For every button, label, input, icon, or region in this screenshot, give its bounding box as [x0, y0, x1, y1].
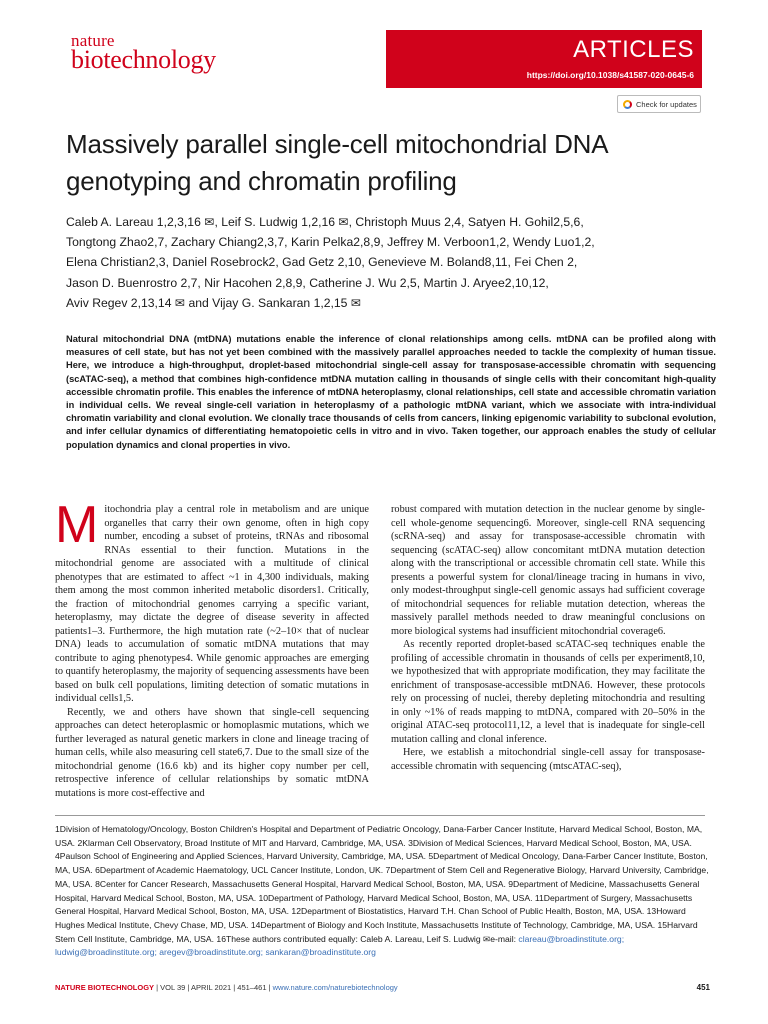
footer-url-link[interactable]: www.nature.com/naturebiotechnology	[272, 983, 398, 992]
journal-logo-line1: nature	[71, 31, 115, 50]
journal-logo[interactable]	[71, 32, 216, 73]
email-links[interactable]: clareau@broadinstitute.org; ludwig@broadinstitute.org; aregev@broadinstitute.org; sankaran@broadinstitute.org	[55, 933, 625, 958]
paragraph: As recently reported droplet-based scATAC-seq techniques enable the profiling of accessible chromatin in thousands of cells per experiment8,10, we hypothesized that with appropriate modification, they may facilitate the enrichment of transposase-accessible mtDNA6. However, these protocols rely on processing of nuclei, thereby depleting mitochondria and resulting in only ~1% of reads mapping to mtDNA, compared with 20–50% in the original ATAC-seq protocol11,12, a level that is inadequate for single-cell mutation calling and clonal inference.	[391, 639, 705, 745]
journal-logo-line2: biotechnology	[71, 45, 216, 74]
page-number: 451	[696, 983, 710, 992]
body-column-left	[55, 496, 369, 800]
doi-link[interactable]: https://doi.org/10.1038/s41587-020-0645-6	[526, 70, 694, 80]
author-line: Aviv Regev 2,13,14 ✉ and Vijay G. Sankaran 1,2,15 ✉	[66, 295, 362, 310]
paragraph: robust compared with mutation detection in the nuclear genome by single-cell whole-genome sequencing6. Moreover, single-cell RNA sequencing (scRNA-seq) and assay for transposase-accessible chromatin with sequencing (scATAC-seq) allow concomitant mtDNA mutation detection along with the transcriptional or accessible chromatin cell state. While this presents a powerful system for clonal/lineage tracing in humans in vivo, only modest-throughput single-cell genomic assays had sufficient coverage of mitochondrial sequences for reliable mutation detection, whereas the massively parallel methods needed to draw meaningful conclusions on more biological systems had insufficient mitochondrial coverage6.	[391, 504, 705, 637]
article-type-banner	[386, 30, 702, 88]
article-type-label: ARTICLES	[573, 36, 694, 63]
footnote-divider	[55, 815, 705, 816]
crossmark-icon	[623, 100, 632, 109]
abstract: Natural mitochondrial DNA (mtDNA) mutations enable the inference of clonal relationships among cells. mtDNA can be profiled along with measures of cell state, but has not yet been combined with the massively parallel approaches needed to tackle the complexity of human tissue. Here, we introduce a high-throughput, droplet-based mitochondrial single-cell assay for transposase-accessible chromatin with sequencing (scATAC-seq), a method that combines high-confidence mtDNA mutation calling in thousands of single cells with their concomitant high-quality accessible chromatin profile. This enables the inference of mtDNA heteroplasmy, clonal relationships, cell state and accessible chromatin variation in individual cells. We reveal single-cell variation in heteroplasmy of a pathologic mtDNA variant, which we associate with intra-individual chromatin variability and clonal evolution. We clonally trace thousands of cells from cancers, linking epigenomic variability to subclonal evolution, and infer cellular dynamics of differentiating hematopoietic cells in vitro and in vivo. Taken together, our approach enables the study of cellular population dynamics and clonal properties in vivo.	[66, 334, 716, 450]
check-for-updates-label: Check for updates	[636, 99, 697, 109]
paragraph	[55, 496, 369, 706]
check-for-updates-button[interactable]	[617, 95, 701, 113]
affiliations	[55, 823, 710, 960]
paragraph: Recently, we and others have shown that single-cell sequencing approaches can detect heteroplasmic or homoplasmic mutations, which we further leveraged as natural genetic markers in clone and lineage tracing of human cells, while also measuring cell state6,7. Due to the small size of the mitochondrial genome (16.6 kb) and its higher copy number per cell, retrospective inference of cellular relationships by somatic mtDNA mutations is more cost-effective and	[55, 706, 369, 799]
page-footer	[55, 983, 710, 992]
author-line: Jason D. Buenrostro 2,7, Nir Hacohen 2,8,9, Catherine J. Wu 2,5, Martin J. Aryee2,10,12,	[66, 275, 549, 290]
drop-cap: M	[55, 496, 99, 554]
article-title: Massively parallel single-cell mitochondrial DNA genotyping and chromatin profiling	[66, 129, 607, 196]
affiliations-text: 1Division of Hematology/Oncology, Boston Children's Hospital and Department of Pediatric Oncology, Dana-Farber Cancer Institute, Harvard Medical School, Boston, MA, USA. 2Klarman Cell Observatory, Broad Institute of MIT and Harvard, Cambridge, MA, USA. 3Division of Medical Sciences, Harvard Medical School, Boston, MA, USA. 4Paulson School of Engineering and Applied Sciences, Harvard University, Cambridge, MA, USA. 5Department of Medical Oncology, Dana-Farber Cancer Institute, Boston, MA, USA. 6Department of Academic Haematology, UCL Cancer Institute, London, UK. 7Department of Stem Cell and Regenerative Biology, Harvard University, Cambridge, MA, USA. 8Center for Cancer Research, Massachusetts General Hospital, Harvard Medical School, Boston, MA, USA. 9Department of Medicine, Massachusetts General Hospital, Harvard Medical School, Boston, MA, USA. 10Department of Pathology, Harvard Medical School, Boston, MA, USA. 11Department of Surgery, Massachusetts General Hospital, Harvard Medical School, Boston, MA, USA. 12Department of Biostatistics, Harvard T.H. Chan School of Public Health, Boston, MA, USA. 13Howard Hughes Medical Institute, Chevy Chase, MD, USA. 14Department of Biology and Koch Institute, Massachusetts Institute of Technology, Cambridge, MA, USA. 15Harvard Stem Cell Institute, Cambridge, MA, USA. 16These authors contributed equally: Caleb A. Lareau, Leif S. Ludwig ✉e-mail:	[55, 824, 709, 944]
author-list	[66, 212, 716, 313]
author-line: Elena Christian2,3, Daniel Rosebrock2, Gad Getz 2,10, Genevieve M. Boland8,11, Fei Chen 2,	[66, 255, 578, 270]
author-line: Tongtong Zhao2,7, Zachary Chiang2,3,7, Karin Pelka2,8,9, Jeffrey M. Verboon1,2, Wendy Luo1,2,	[66, 235, 595, 250]
footer-volume-info: | VOL 39 | APRIL 2021 | 451–461 |	[154, 983, 273, 992]
paragraph-text: itochondria play a central role in metabolism and are unique organelles that carry their own genome, often in high copy number, encoding a subset of proteins, tRNAs and ribosomal RNAs essential to their function. Mutations in the mitochondrial genome are associated with a multitude of clinical phenotypes that are estimated to affect ~1 in 4,300 individuals, making them among the most common inherited metabolic disorders1. Critically, the fraction of mitochondrial genomes carrying a specific variant, heteroplasmy, may dictate the degree of disease severity in affected patients1–3. Furthermore, the high mutation rate (~2–10× that of nuclear DNA) leads to accumulation of somatic mtDNA mutations that may contribute to aging phenotypes4. While genomic approaches are emerging to quantify heteroplasmy, the majority of sequencing assessments have been based on bulk cell populations, limiting detection of somatic mutations in individual cells1,5.	[55, 504, 369, 704]
author-line: Caleb A. Lareau 1,2,3,16 ✉, Leif S. Ludwig 1,2,16 ✉, Christoph Muus 2,4, Satyen H. Gohil2,5,6,	[66, 215, 584, 229]
footer-journal: NATURE BIOTECHNOLOGY	[55, 983, 155, 992]
paragraph: Here, we establish a mitochondrial single-cell assay for transposase-accessible chromatin with sequencing (mtscATAC-seq),	[391, 747, 705, 772]
body-column-right	[391, 503, 705, 773]
